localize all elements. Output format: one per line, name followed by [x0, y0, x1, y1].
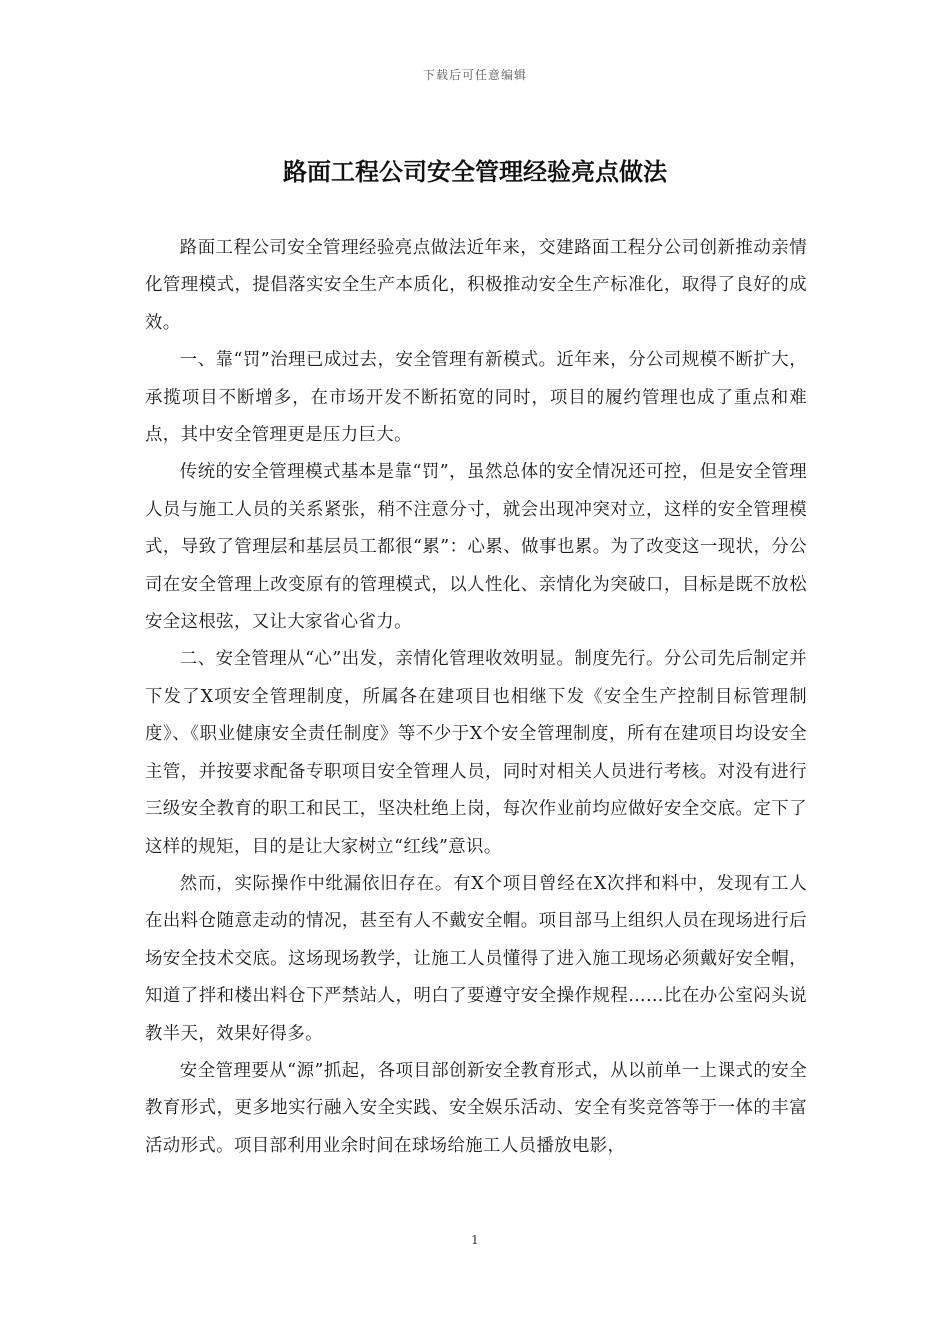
- header-note: 下载后可任意编辑: [422, 68, 527, 82]
- paragraph: 然而，实际操作中纰漏依旧存在。有X个项目曾经在X次拌和料中，发现有工人在出料仓随意走动的情况，甚至有人不戴安全帽。项目部马上组织人员在现场进行后场安全技术交底。这场现场教学，让施工人员懂得了进入施工现场必须戴好安全帽，知道了拌和楼出料仓下严禁站人，明白了要遵守安全操作规程……比在办公室闷头说教半天，效果好得多。: [145, 873, 807, 1044]
- document-title: 路面工程公司安全管理经验亮点做法: [283, 158, 667, 186]
- paragraph: 路面工程公司安全管理经验亮点做法近年来，交建路面工程分公司创新推动亲情化管理模式，提倡落实安全生产本质化，积极推动安全生产标准化，取得了良好的成效。: [145, 238, 807, 333]
- page-number: 1: [471, 1233, 479, 1247]
- paragraph: 一、靠“罚”治理已成过去，安全管理有新模式。近年来，分公司规模不断扩大，承揽项目不断增多，在市场开发不断拓宽的同时，项目的履约管理也成了重点和难点，其中安全管理更是压力巨大。: [145, 350, 807, 446]
- paragraph: 传统的安全管理模式基本是靠“罚”，虽然总体的安全情况还可控，但是安全管理人员与施工人员的关系紧张，稍不注意分寸，就会出现冲突对立，这样的安全管理模式，导致了管理层和基层员工都很“累”：心累、做事也累。为了改变这一现状，分公司在安全管理上改变原有的管理模式，以人性化、亲情化为突破口，目标是既不放松安全这根弦，又让大家省心省力。: [145, 462, 807, 633]
- paragraph: 安全管理要从“源”抓起，各项目部创新安全教育形式，从以前单一上课式的安全教育形式，更多地实行融入安全实践、安全娱乐活动、安全有奖竞答等于一体的丰富活动形式。项目部利用业余时间在球场给施工人员播放电影，: [145, 1060, 807, 1156]
- document-body: [145, 230, 807, 1165]
- paragraph: 二、安全管理从“心”出发，亲情化管理收效明显。制度先行。分公司先后制定并下发了X项安全管理制度，所属各在建项目也相继下发《安全生产控制目标管理制度》、《职业健康安全责任制度》等不少于X个安全管理制度，所有在建项目均设安全主管，并按要求配备专职项目安全管理人员，同时对相关人员进行考核。对没有进行三级安全教育的职工和民工，坚决杜绝上岗，每次作业前均应做好安全交底。定下了这样的规矩，目的是让大家树立“红线”意识。: [145, 649, 807, 857]
